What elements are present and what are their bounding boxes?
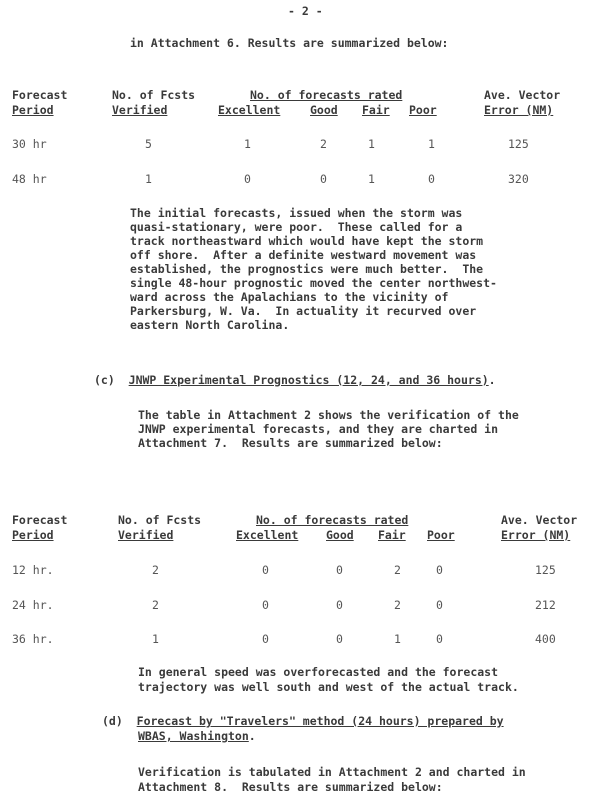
- paragraph-line: ward across the Apalachians to the vicinity of: [130, 290, 449, 304]
- section-d-heading-line-2: [138, 729, 256, 743]
- header-excellent: Excellent: [236, 528, 299, 542]
- cell-verified: 5: [145, 137, 152, 151]
- section-d-heading: [102, 714, 504, 728]
- section-title: Forecast by "Travelers" method (24 hours) prepared by: [136, 714, 504, 728]
- header-fair: Fair: [378, 528, 406, 542]
- header-ave-vector: Ave. Vector: [484, 88, 561, 102]
- header-error-nm: Error (NM): [484, 103, 554, 117]
- header-verified: Verified: [112, 103, 168, 117]
- cell-fair: 2: [394, 598, 401, 612]
- cell-period: 12 hr.: [12, 563, 54, 577]
- header-excellent: Excellent: [218, 103, 281, 117]
- paragraph-line: Attachment 8. Results are summarized below:: [138, 780, 443, 794]
- paragraph-line: Parkersburg, W. Va. In actuality it recurved over: [130, 304, 477, 318]
- section-label: (d): [102, 714, 123, 728]
- cell-good: 0: [336, 598, 343, 612]
- intro-line: in Attachment 6. Results are summarized below:: [130, 36, 449, 50]
- cell-fair: 2: [394, 563, 401, 577]
- section-title-end: .: [488, 373, 496, 387]
- cell-verified: 2: [152, 598, 159, 612]
- header-no-fcsts: No. of Fcsts: [112, 88, 196, 102]
- header-poor: Poor: [409, 103, 437, 117]
- cell-poor: 0: [436, 632, 443, 646]
- cell-period: 30 hr: [12, 137, 47, 151]
- header-verified: Verified: [118, 528, 174, 542]
- header-forecasts-rated: No. of forecasts rated: [250, 88, 403, 102]
- cell-verified: 2: [152, 563, 159, 577]
- section-title: JNWP Experimental Prognostics (12, 24, and 36 hours): [128, 373, 489, 387]
- cell-poor: 0: [428, 172, 435, 186]
- section-title-end: .: [248, 729, 256, 743]
- paragraph-line: JNWP experimental forecasts, and they are charted in: [138, 422, 499, 436]
- cell-period: 48 hr: [12, 172, 47, 186]
- cell-error: 400: [535, 632, 556, 646]
- paragraph-line: track northeastward which would have kept the storm: [130, 234, 484, 248]
- paragraph-line: The initial forecasts, issued when the storm was: [130, 206, 463, 220]
- cell-error: 320: [508, 172, 529, 186]
- paragraph-line: off shore. After a definite westward movement was: [130, 248, 477, 262]
- cell-verified: 1: [145, 172, 152, 186]
- cell-good: 0: [320, 172, 327, 186]
- header-forecasts-rated: No. of forecasts rated: [256, 513, 409, 527]
- paragraph-line: Attachment 7. Results are summarized below:: [138, 436, 443, 450]
- paragraph-line: trajectory was well south and west of the actual track.: [138, 680, 519, 694]
- paragraph-line: The table in Attachment 2 shows the verification of the: [138, 408, 519, 422]
- cell-period: 24 hr.: [12, 598, 54, 612]
- cell-fair: 1: [394, 632, 401, 646]
- header-period: Period: [12, 103, 54, 117]
- header-period: Period: [12, 528, 54, 542]
- header-forecast: Forecast: [12, 88, 68, 102]
- cell-good: 0: [336, 632, 343, 646]
- header-good: Good: [310, 103, 338, 117]
- cell-fair: 1: [368, 137, 375, 151]
- cell-error: 125: [508, 137, 529, 151]
- cell-good: 2: [320, 137, 327, 151]
- cell-period: 36 hr.: [12, 632, 54, 646]
- paragraph-line: established, the prognostics were much better. The: [130, 262, 484, 276]
- header-no-fcsts: No. of Fcsts: [118, 513, 202, 527]
- section-title: WBAS, Washington: [138, 729, 249, 743]
- cell-verified: 1: [152, 632, 159, 646]
- paragraph-line: single 48-hour prognostic moved the center northwest-: [130, 276, 497, 290]
- cell-excellent: 0: [244, 172, 251, 186]
- section-label: (c): [94, 373, 115, 387]
- cell-fair: 1: [368, 172, 375, 186]
- header-error-nm: Error (NM): [501, 528, 571, 542]
- header-forecast: Forecast: [12, 513, 68, 527]
- cell-poor: 1: [428, 137, 435, 151]
- paragraph-line: quasi-stationary, were poor. These called for a: [130, 220, 463, 234]
- cell-excellent: 0: [262, 598, 269, 612]
- cell-excellent: 0: [262, 632, 269, 646]
- cell-error: 125: [535, 563, 556, 577]
- section-c-heading: [94, 373, 496, 387]
- cell-poor: 0: [436, 598, 443, 612]
- header-poor: Poor: [427, 528, 455, 542]
- header-good: Good: [326, 528, 354, 542]
- cell-poor: 0: [436, 563, 443, 577]
- cell-good: 0: [336, 563, 343, 577]
- cell-excellent: 1: [244, 137, 251, 151]
- header-fair: Fair: [362, 103, 390, 117]
- paragraph-line: Verification is tabulated in Attachment 2 and charted in: [138, 765, 526, 779]
- cell-excellent: 0: [262, 563, 269, 577]
- page-number: - 2 -: [288, 4, 323, 18]
- paragraph-line: eastern North Carolina.: [130, 318, 290, 332]
- cell-error: 212: [535, 598, 556, 612]
- paragraph-line: In general speed was overforecasted and the forecast: [138, 665, 499, 679]
- header-ave-vector: Ave. Vector: [501, 513, 578, 527]
